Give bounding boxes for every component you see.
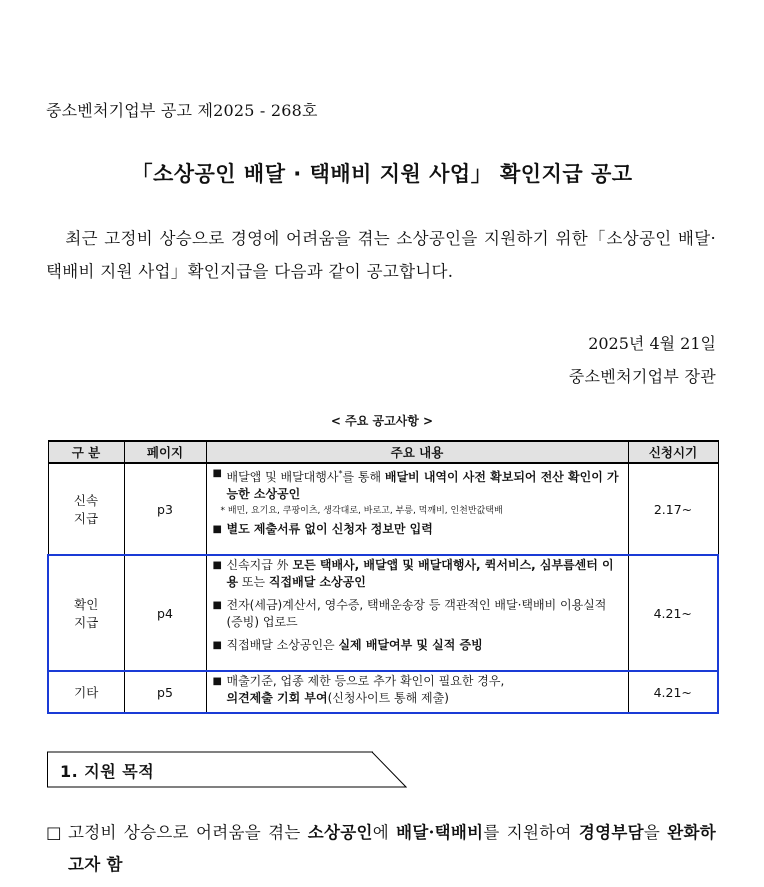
purpose-item: [46, 817, 716, 881]
row-category: 신속 지급: [48, 463, 124, 555]
row-content: [206, 463, 628, 555]
table-row: [48, 555, 718, 671]
content-bullet: ■ 별도 제출서류 없이 신청자 정보만 입력: [212, 522, 433, 536]
bullet-square-icon: ■: [212, 560, 222, 571]
issuer-name: 중소벤처기업부 장관: [568, 367, 716, 386]
page-title: 「소상공인 배달 · 택배비 지원 사업」 확인지급 공고: [131, 162, 633, 186]
row-page: p5: [124, 671, 206, 713]
row-content: [206, 555, 628, 671]
row-content: [206, 671, 628, 713]
bullet-square-icon: ■: [212, 640, 222, 651]
section-heading: [47, 750, 407, 788]
content-bullet: ■ 매출기준, 업종 제한 등으로 추가 확인이 필요한 경우, 의견제출 기회 부여(신청사이트 통해 제출): [212, 674, 505, 705]
bullet-square-icon: ■: [212, 524, 222, 535]
summary-table: [47, 440, 719, 714]
row-period: 4.21~: [628, 671, 718, 713]
announcement-date: 2025년 4월 21일: [588, 334, 716, 353]
bullet-square-icon: ■: [212, 600, 222, 611]
header-period: 신청시기: [628, 441, 718, 463]
table-row: [48, 671, 718, 713]
header-content: 주요 내용: [206, 441, 628, 463]
purpose-text: 고정비 상승으로 어려움을 겪는 소상공인에 배달·택배비를 지원하여 경영부담을 완화하고자 함: [68, 823, 716, 874]
checkbox-icon: □: [46, 823, 62, 842]
row-period: 2.17~: [628, 463, 718, 555]
intro-paragraph: [46, 222, 716, 288]
notice-number: 중소벤처기업부 공고 제2025 - 268호: [46, 101, 318, 120]
header-page: 페이지: [124, 441, 206, 463]
row-category: 기타: [48, 671, 124, 713]
row-page: p4: [124, 555, 206, 671]
content-bullet: ■ 신속지급 外 모든 택배사, 배달앱 및 배달대행사, 퀵서비스, 심부름센터 이용 또는 직접배달 소상공인: [212, 558, 614, 589]
row-category: 확인 지급: [48, 555, 124, 671]
content-bullet: ■ 직접배달 소상공인은 실제 배달여부 및 실적 증빙: [212, 638, 483, 652]
row-period: 4.21~: [628, 555, 718, 671]
header-category: 구 분: [48, 441, 124, 463]
content-bullet: ■ 배달앱 및 배달대행사*를 통해 배달비 내역이 사전 확보되어 전산 확인이 가능한 소상공인: [213, 465, 622, 503]
footnote: * 배민, 요기요, 쿠팡이츠, 생각대로, 바로고, 부릉, 먹깨비, 인천반값택배: [220, 506, 503, 516]
content-bullet: ■ 전자(세금)계산서, 영수증, 택배운송장 등 객관적인 배달·택배비 이용실적(증빙) 업로드: [212, 598, 607, 629]
section-title: 1. 지원 목적: [60, 762, 155, 781]
bullet-square-icon: ■: [212, 676, 222, 687]
table-caption: < 주요 공고사항 >: [330, 414, 434, 428]
table-header-row: [48, 441, 718, 463]
bullet-square-icon: ■: [212, 468, 222, 479]
row-page: p3: [124, 463, 206, 555]
intro-text: 최근 고정비 상승으로 경영에 어려움을 겪는 소상공인을 지원하기 위한「소상공인 배달·택배비 지원 사업」확인지급을 다음과 같이 공고합니다.: [46, 229, 716, 281]
table-row: [48, 463, 718, 555]
